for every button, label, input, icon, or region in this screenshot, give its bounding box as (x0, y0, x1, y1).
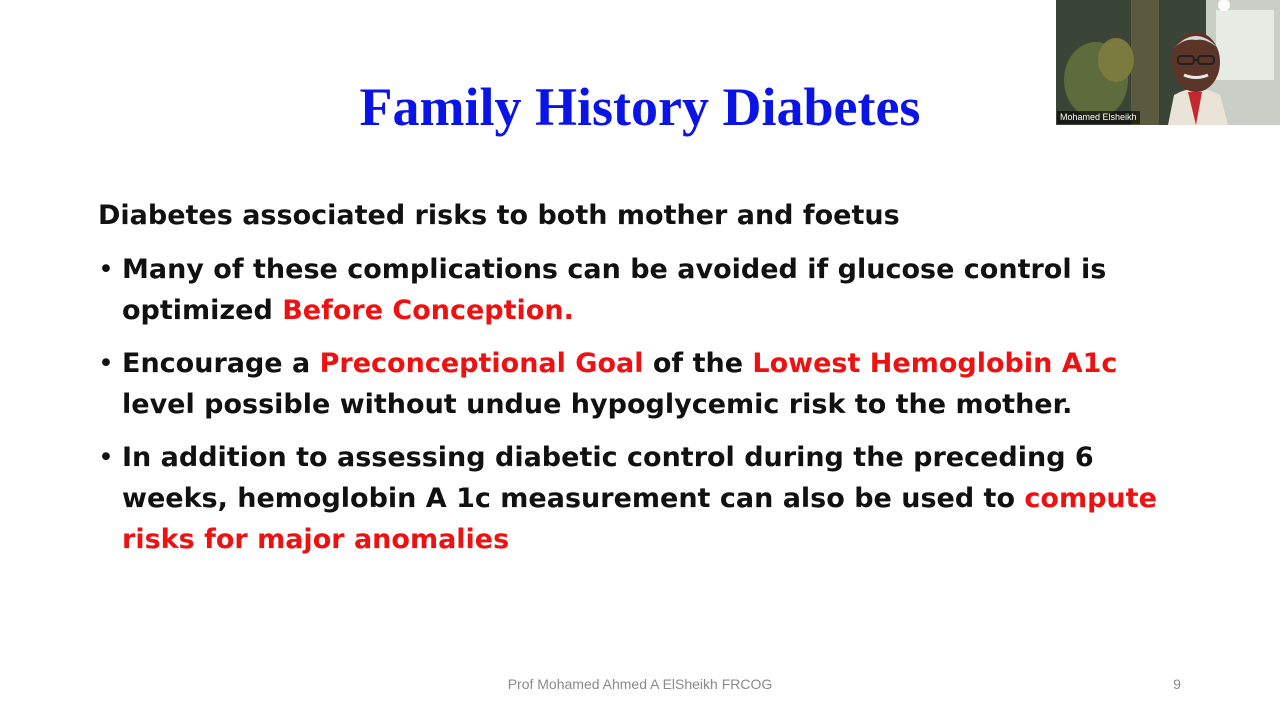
bullet-item (98, 343, 1188, 425)
slide-footer: Prof Mohamed Ahmed A ElSheikh FRCOG (507, 676, 773, 692)
highlighted-text: Before Conception. (282, 295, 574, 326)
bullet-text: Encourage a (122, 348, 320, 379)
bullet-list (98, 249, 1188, 572)
bullet-text: Many of these complications can be avoided if glucose control is optimized (122, 254, 1107, 326)
bullet-dot-icon: • (98, 254, 114, 285)
bullet-text: level possible without undue hypoglycemic risk to the mother. (122, 389, 1073, 420)
bullet-item (98, 249, 1188, 331)
bullet-dot-icon: • (98, 348, 114, 379)
participant-video-tile[interactable] (1056, 0, 1280, 125)
bullet-text: In addition to assessing diabetic control during the preceding 6 weeks, hemoglobin A 1c measurement can also be used to (122, 442, 1094, 514)
slide-title: Family History Diabetes (359, 77, 921, 137)
bullet-item (98, 437, 1188, 560)
highlighted-text: Lowest Hemoglobin A1c (752, 348, 1118, 379)
highlighted-text: Preconceptional Goal (319, 348, 644, 379)
slide-page-number: 9 (1173, 676, 1181, 692)
participant-video-image (1056, 0, 1280, 125)
participant-name-label: Mohamed Elsheikh (1057, 111, 1140, 124)
bullet-dot-icon: • (98, 442, 114, 473)
slide-intro-text: Diabetes associated risks to both mother and foetus (98, 200, 900, 231)
highlighted-text: compute risks for major anomalies (122, 483, 1157, 555)
bullet-text: of the (643, 348, 753, 379)
